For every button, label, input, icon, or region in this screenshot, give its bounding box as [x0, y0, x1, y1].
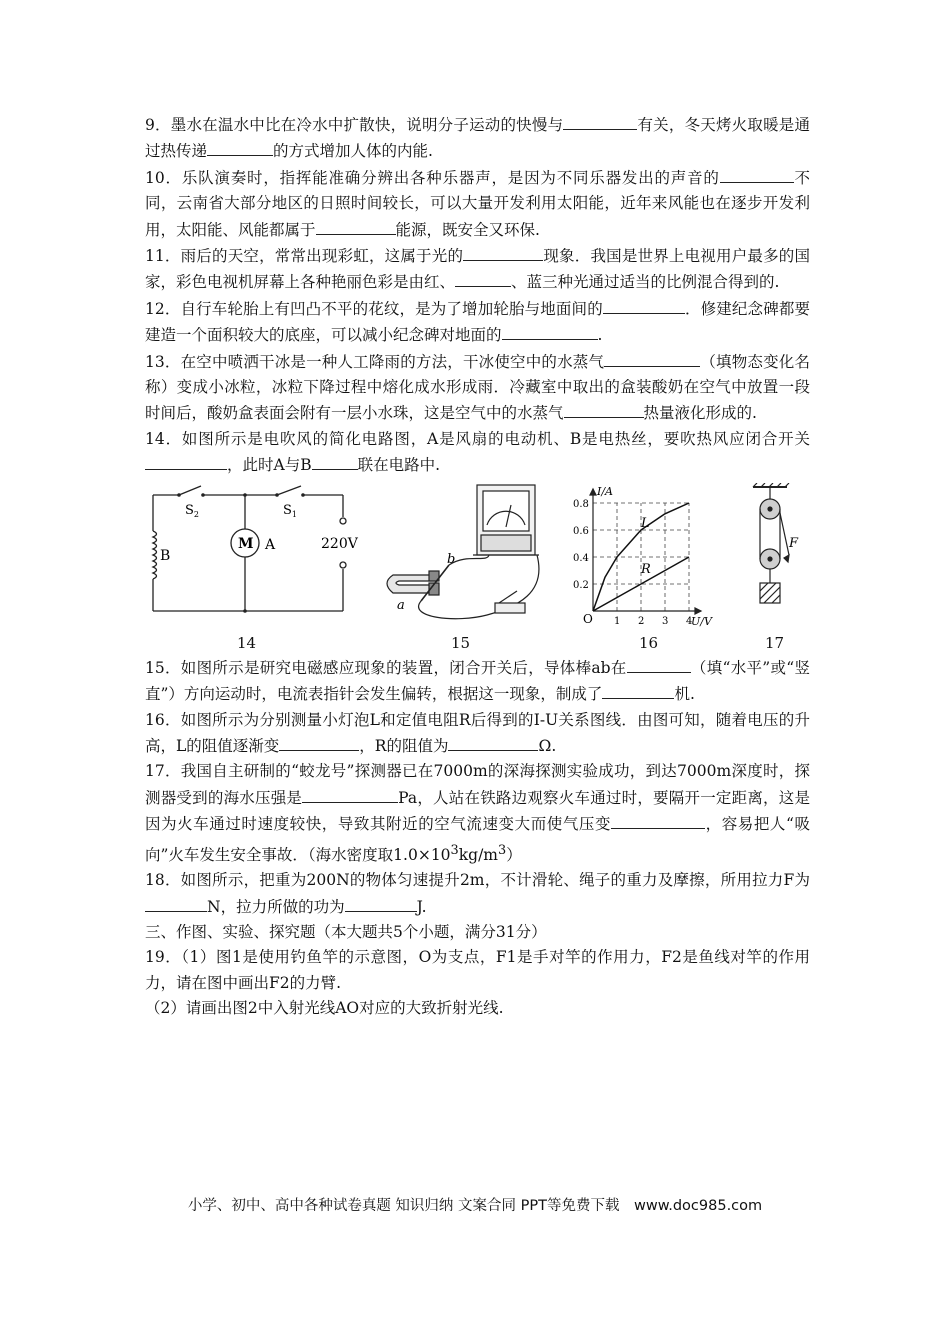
- voltage-label: 220V: [321, 535, 358, 552]
- q11-text-2: 现象．我国是世界上电视用户最多的国家，彩色电视机屏幕上各种艳丽色彩是由红、: [145, 247, 810, 292]
- figure-17: [743, 483, 803, 652]
- x-axis-label: U/V: [691, 614, 712, 628]
- q11-text-3: 、蓝三种光通过适当的比例混合得到的.: [511, 273, 780, 292]
- q9-blank-2[interactable]: [207, 138, 273, 156]
- q17-blank-2[interactable]: [611, 811, 705, 829]
- q13-text-1: 13．在空中喷洒干冰是一种人工降雨的方法，干冰使空中的水蒸气: [145, 352, 605, 371]
- q10-blank-2[interactable]: [316, 217, 396, 235]
- chart-ticks: [573, 499, 692, 627]
- figure-15: [377, 483, 552, 652]
- question-10: [145, 165, 810, 243]
- question-11: [145, 243, 810, 296]
- question-19-part-1: 19．（1）图1是使用钓鱼竿的示意图，O为支点，F1是手对竿的作用力，F2是鱼线对竿的作用力，请在图中画出F2的力臂.: [145, 948, 810, 992]
- q13-text-3: 热量液化形成的.: [643, 404, 757, 423]
- question-12: [145, 296, 810, 349]
- q18-blank-2[interactable]: [345, 894, 417, 912]
- y-tick-label: 0.2: [573, 579, 589, 591]
- q14-text-1: 14．如图所示是电吹风的简化电路图，A是风扇的电动机、B是电热丝，要吹热风应闭合开关: [145, 429, 810, 448]
- curve-r-label: R: [641, 561, 651, 577]
- q12-blank-1[interactable]: [603, 296, 685, 314]
- q17-text-4: kg/m: [458, 845, 498, 864]
- y-tick-label: 0.6: [573, 525, 589, 537]
- q14-blank-2[interactable]: [312, 452, 358, 470]
- q9-text-2: 有关，冬天烤火取暖是通过热传递: [145, 116, 810, 161]
- figure-14-label: 14: [237, 633, 257, 652]
- q10-blank-1[interactable]: [720, 165, 794, 183]
- q12-text-1: 12．自行车轮胎上有凹凸不平的花纹，是为了增加轮胎与地面间的: [145, 299, 603, 318]
- q15-blank-1[interactable]: [627, 655, 691, 673]
- y-axis-label: I/A: [597, 484, 613, 498]
- question-13: [145, 349, 810, 427]
- q18-blank-1[interactable]: [145, 894, 207, 912]
- q17-text-2: Pa，人站在铁路边观察火车通过时，要隔开一定距离，这是因为火车通过时速度较快，导致其附近的空气流速变大而使气压变: [145, 788, 810, 834]
- x-tick-label: 4: [686, 615, 693, 627]
- q15-blank-2[interactable]: [602, 681, 674, 699]
- q12-text-2: ．修建纪念碑都要建造一个面积较大的底座，可以减小纪念碑对地面的: [145, 299, 810, 345]
- q10-text-2: 不同，云南省大部分地区的日照时间较长，可以大量开发利用太阳能，近年来风能也在逐步开发利用，太阳能、风能都属于: [145, 168, 810, 239]
- q11-text-1: 11．雨后的天空，常常出现彩虹，这属于光的: [145, 247, 464, 266]
- s2-label: $S_2$: [185, 502, 199, 519]
- figure-16-label: 16: [639, 633, 659, 652]
- q12-text-3: .: [597, 326, 603, 345]
- q9-text-3: 的方式增加人体的内能.: [273, 142, 433, 161]
- rod-b-label: b: [447, 551, 456, 567]
- resistor-b-label: B: [160, 547, 171, 564]
- y-tick-label: 0.8: [573, 498, 589, 510]
- motor-a-label: A: [265, 536, 276, 553]
- q10-text-3: 能源，既安全又环保.: [395, 220, 540, 239]
- q15-text-3: 机.: [674, 685, 695, 704]
- curve-l-label: L: [641, 515, 650, 531]
- x-tick-label: 2: [638, 615, 645, 627]
- iu-chart: [573, 483, 713, 628]
- question-18: [145, 868, 810, 920]
- q16-text-3: Ω.: [538, 736, 557, 755]
- q18-text-3: J.: [416, 897, 427, 916]
- question-14: [145, 427, 810, 479]
- figure-17-label: 17: [765, 633, 785, 652]
- question-16: [145, 708, 810, 760]
- rod-a-label: a: [397, 597, 405, 613]
- q14-text-2: ，此时A与B: [227, 456, 312, 475]
- x-tick-label: 1: [614, 615, 621, 627]
- q14-text-3: 联在电路中.: [357, 456, 441, 475]
- exam-page: [145, 112, 810, 1022]
- q17-text-5: ）: [506, 845, 522, 864]
- q14-blank-1[interactable]: [145, 452, 227, 470]
- q15-text-1: 15．如图所示是研究电磁感应现象的装置，闭合开关后，导体棒ab在: [145, 658, 627, 677]
- q17-superscript: 3: [450, 842, 459, 858]
- origin-label: O: [583, 611, 593, 626]
- q12-blank-2[interactable]: [502, 322, 598, 340]
- motor-symbol: M: [238, 535, 254, 552]
- q17-superscript-2: 3: [498, 842, 507, 858]
- q18-text-2: N，拉力所做的功为: [207, 897, 345, 916]
- figure-16: [573, 483, 713, 652]
- question-9: [145, 112, 810, 165]
- x-tick-label: 3: [662, 615, 669, 627]
- q16-blank-2[interactable]: [448, 733, 538, 751]
- induction-apparatus: [377, 483, 552, 628]
- q13-blank-1[interactable]: [604, 349, 700, 367]
- figure-15-label: 15: [451, 633, 471, 652]
- chart-axes: [590, 489, 701, 614]
- pulley-diagram: [743, 483, 803, 628]
- q18-text-1: 18．如图所示，把重为200N的物体匀速提升2m，不计滑轮、绳子的重力及摩擦，所用拉力F为: [145, 871, 810, 890]
- q11-blank-2[interactable]: [455, 269, 511, 287]
- q17-blank-1[interactable]: [302, 785, 398, 803]
- q9-text-1: 9．墨水在温水中比在冷水中扩散快，说明分子运动的快慢与: [145, 116, 564, 134]
- section-3-heading: 三、作图、实验、探究题（本大题共5个小题，满分31分）: [145, 922, 547, 941]
- q9-blank-1[interactable]: [563, 112, 637, 130]
- question-17: [145, 759, 810, 868]
- question-19-part-2: （2）请画出图2中入射光线AO对应的大致折射光线.: [145, 999, 504, 1018]
- circuit-diagram: [145, 483, 360, 628]
- q17-text-3: ，容易把人“吸向”火车发生安全事故．（海水密度取1.0×10: [145, 815, 810, 864]
- q17-text-1: 17．我国自主研制的“蛟龙号”探测器已在7000m的深海探测实验成功，到达7000m深度时，探测器受到的海水压强是: [145, 762, 810, 807]
- q16-text-2: ，R的阻值为: [359, 736, 449, 755]
- y-tick-label: 0.4: [573, 552, 589, 564]
- force-label: F: [789, 535, 799, 551]
- question-15: [145, 655, 810, 708]
- q11-blank-1[interactable]: [463, 243, 543, 261]
- page-footer: 小学、初中、高中各种试卷真题 知识归纳 文案合同 PPT等免费下载 www.doc985.com: [187, 1198, 763, 1214]
- s1-label: $S_1$: [283, 502, 297, 519]
- q10-text-1: 10．乐队演奏时，指挥能准确分辨出各种乐器声，是因为不同乐器发出的声音的: [145, 168, 720, 187]
- q13-text-2: （填物态变化名称）变成小冰粒，冰粒下降过程中熔化成水形成雨．冷藏室中取出的盒装酸奶在空气中放置一段时间后，酸奶盒表面会附有一层小水珠，这是空气中的水蒸气: [145, 352, 810, 423]
- q15-text-2: （填“水平”或“竖直”）方向运动时，电流表指针会发生偏转，根据这一现象，制成了: [145, 658, 810, 704]
- q16-blank-1[interactable]: [279, 733, 359, 751]
- q16-text-1: 16．如图所示为分别测量小灯泡L和定值电阻R后得到的I-U关系图线．由图可知，随着电压的升高，L的阻值逐渐变: [145, 710, 810, 755]
- q13-blank-2[interactable]: [564, 400, 644, 418]
- figure-14: [145, 483, 360, 652]
- figure-row: [145, 483, 810, 653]
